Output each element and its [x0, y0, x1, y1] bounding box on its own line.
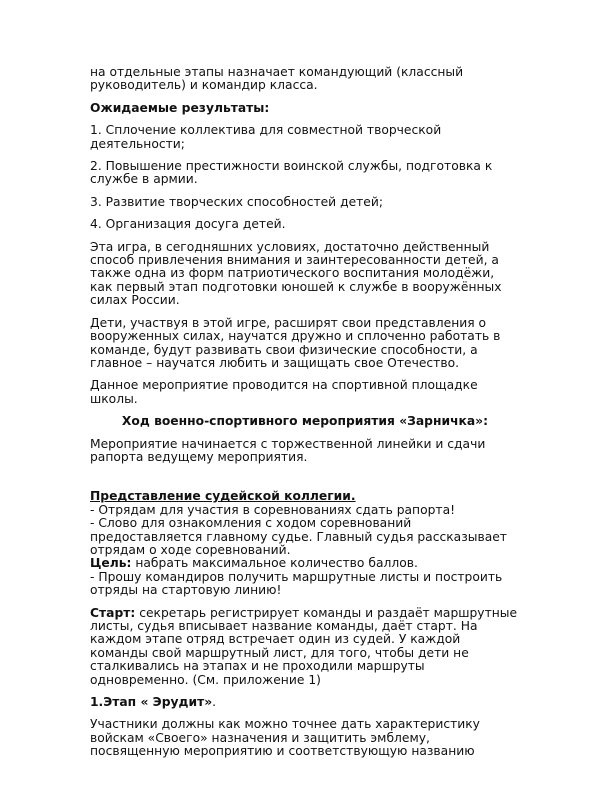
paragraph-event-start: Мероприятие начинается с торжественной линейки и сдачи рапорта ведущему мероприятия.	[90, 436, 486, 464]
goal-text: набрать максимальное количество баллов.	[131, 556, 418, 571]
heading-event-course: Ход военно-спортивного мероприятия «Зарничка»:	[121, 414, 489, 429]
start-text: секретарь регистрирует команды и раздаёт маршрутные листы, судья вписывает название команды, даёт старт. На каждом этапе отряд встречает один из судей. У каждой команды свой маршрутный лист, для того, чтобы дети не сталкивались на этапах и не проходили маршруты одновременно. (См. приложение 1)	[90, 605, 518, 687]
result-item-3: 3. Развитие творческих способностей детей;	[90, 194, 384, 209]
start-paragraph	[90, 607, 520, 687]
stage-1-heading	[90, 696, 520, 709]
start-label: Старт:	[90, 605, 136, 620]
paragraph-stage-1: Участники должны как можно точнее дать характеристику войскам «Своего» назначения и защитить эмблему, посвященную мероприятию и соответствующую названию	[90, 717, 480, 759]
result-item-4: 4. Организация досуга детей.	[90, 217, 286, 232]
spacer	[90, 473, 520, 490]
goal-label: Цель:	[90, 556, 132, 571]
judges-line-1: - Отрядам для участия в соревнованиях сдать рапорта!	[90, 502, 456, 517]
result-item-1: 1. Сплочение коллектива для совместной творческой деятельности;	[90, 123, 442, 151]
paragraph-intro: на отдельные этапы назначает командующий (классный руководитель) и командир класса.	[90, 65, 464, 93]
paragraph-game: Эта игра, в сегодняшних условиях, достаточно действенный способ привлечения внимания и заинтересованности детей, а также одна из форм патриотического воспитания молодёжи, как первый этап подготовки юношей к службе в вооружённых силах России.	[90, 239, 502, 308]
document-page	[90, 66, 520, 768]
goal-line-2: - Прошу командиров получить маршрутные листы и построить отряды на стартовую линию!	[90, 569, 503, 598]
heading-expected-results: Ожидаемые результаты:	[90, 100, 270, 115]
stage-1-dot: .	[212, 695, 217, 710]
heading-judges: Представление судейской коллегии.	[90, 489, 356, 504]
paragraph-place: Данное мероприятие проводится на спортивной площадке школы.	[90, 378, 478, 406]
result-item-2: 2. Повышение престижности воинской службы, подготовка к службе в армии.	[90, 159, 493, 187]
stage-1-label: 1.Этап « Эрудит»	[90, 695, 213, 710]
goal-line	[90, 557, 520, 570]
judges-line-2: - Слово для ознакомления с ходом соревнований предоставляется главному судье. Главный судья рассказывает отрядам о ходе соревнований.	[90, 516, 507, 557]
paragraph-children: Дети, участвуя в этой игре, расширят свои представления о вооруженных силах, научатся дружно и сплоченно работать в команде, будут развивать свои физические способности, а главное – научатся любить и защищать свое Отечество.	[90, 315, 501, 370]
